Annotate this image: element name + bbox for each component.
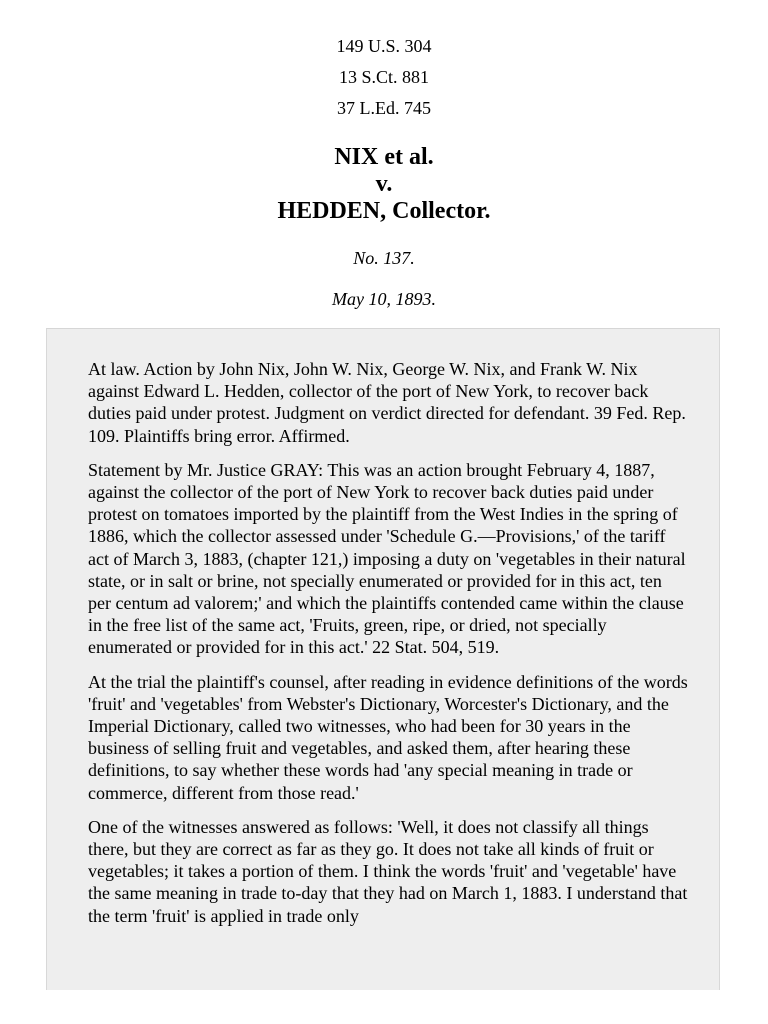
case-title-respondent: HEDDEN, Collector. <box>277 198 491 224</box>
case-title-versus: v. <box>375 171 393 197</box>
case-number: No. 137. <box>353 248 415 268</box>
citation-supreme-court-reporter: 13 S.Ct. 881 <box>338 67 430 87</box>
opinion-text <box>88 358 688 939</box>
opinion-text-panel <box>46 328 720 990</box>
paragraph-witness-testimony: One of the witnesses answered as follows: 'Well, it does not classify all things there, but they are correct as far as they go. It does not take all kinds of fruit or vegetables; it takes a portion of them. I think the words 'fruit' and 'vegetable' have the same meaning in trade to-day that they had on March 1, 1883. I understand that the term 'fruit' is applied in trade only <box>88 816 688 926</box>
citation-us-reports: 149 U.S. 304 <box>336 36 432 56</box>
citation-lawyers-edition: 37 L.Ed. 745 <box>337 98 431 118</box>
paragraph-trial: At the trial the plaintiff's counsel, after reading in evidence definitions of the words 'fruit' and 'vegetables' from Webster's Dictionary, Worcester's Dictionary, and the Imperial Dictionary, called two witnesses, who had been for 30 years in the business of selling fruit and vegetables, and asked them, after hearing these definitions, to say whether these words had 'any special meaning in trade or commerce, different from those read.' <box>88 671 688 803</box>
case-title-petitioner: NIX et al. <box>334 144 434 170</box>
paragraph-statement: Statement by Mr. Justice GRAY: This was an action brought February 4, 1887, against the collector of the port of New York to recover back duties paid under protest on tomatoes imported by the plaintiff from the West Indies in the spring of 1886, which the collector assessed under 'Schedule G.—Provisions,' of the tariff act of March 3, 1883, (chapter 121,) imposing a duty on 'vegetables in their natural state, or in salt or brine, not specially enumerated or provided for in this act, ten per centum ad valorem;' and which the plaintiffs contended came within the clause in the free list of the same act, 'Fruits, green, ripe, or dried, not specially enumerated or provided for in this act.' 22 Stat. 504, 519. <box>88 459 686 658</box>
paragraph-syllabus: At law. Action by John Nix, John W. Nix, George W. Nix, and Frank W. Nix against Edward L. Hedden, collector of the port of New York, to recover back duties paid under protest. Judgment on verdict directed for defendant. 39 Fed. Rep. 109. Plaintiffs bring error. Affirmed. <box>88 359 686 446</box>
decision-date: May 10, 1893. <box>332 289 436 309</box>
